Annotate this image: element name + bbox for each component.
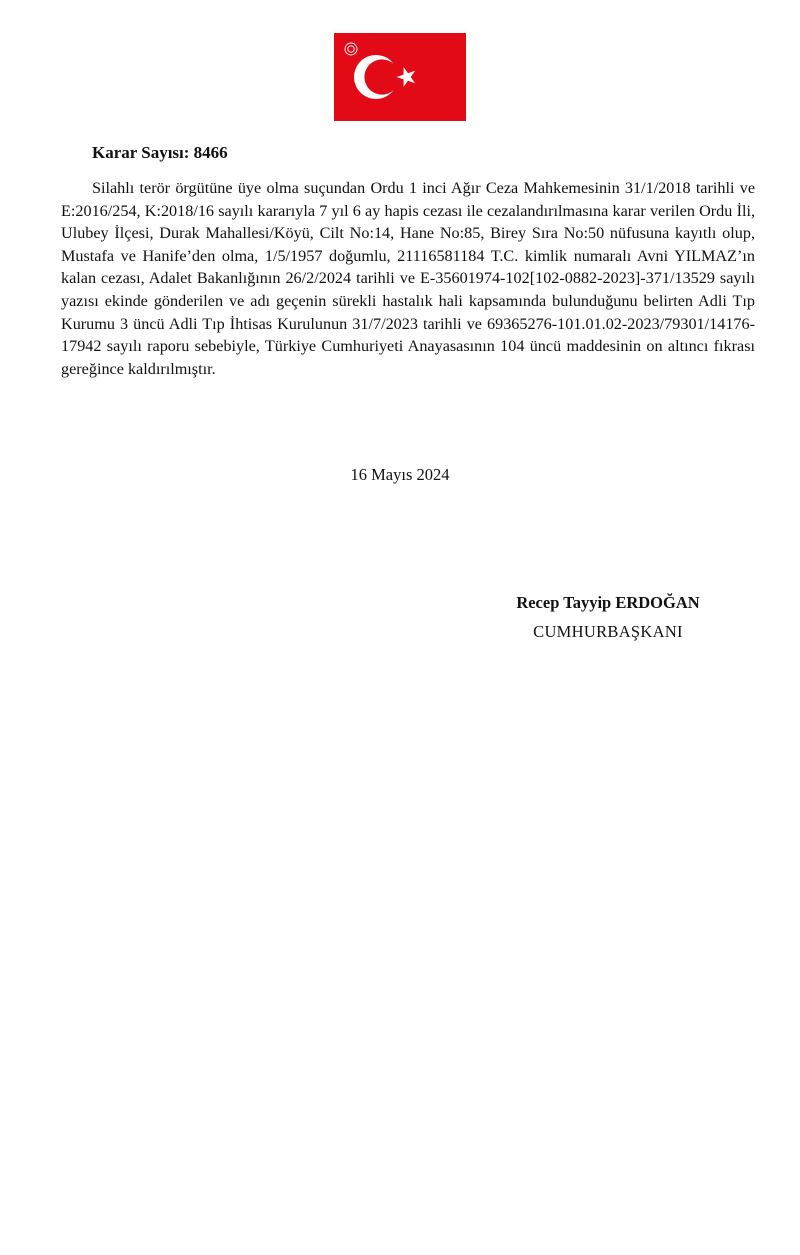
signer-title: CUMHURBAŞKANI (533, 622, 683, 641)
turkish-flag-icon (334, 33, 466, 121)
decision-body-text: Silahlı terör örgütüne üye olma suçundan Ordu 1 inci Ağır Ceza Mahkemesinin 31/1/2018 tarihli ve E:2016/254, K:2018/16 sayılı kararıyla 7 yıl 6 ay hapis cezası ile cezalandırılmasına karar verilen Ordu İli, Ulubey İlçesi, Durak Mahallesi/Köyü, Cilt No:14, Hane No:85, Birey Sıra No:50 nüfusuna kayıtlı olup, Mustafa ve Hanife’den olma, 1/5/1957 doğumlu, 21116581184 T.C. kimlik numaralı Avni YILMAZ’ın kalan cezası, Adalet Bakanlığının 26/2/2024 tarihli ve E-35601974-102[102-0882-2023]-371/13529 sayılı yazısı ekinde gönderilen ve adı geçenin sürekli hastalık hali kapsamında bulunduğunu belirten Adli Tıp Kurumu 3 üncü Adli Tıp İhtisas Kurulunun 31/7/2023 tarihli ve 69365276-101.01.02-2023/79301/14176-17942 sayılı raporu sebebiyle, Türkiye Cumhuriyeti Anayasasının 104 üncü maddesinin on altıncı fıkrası gereğince kaldırılmıştır. (61, 179, 755, 378)
crescent-inner (364, 59, 399, 94)
signature-block (470, 592, 746, 643)
decision-date: 16 Mayıs 2024 (350, 465, 450, 484)
signer-name: Recep Tayyip ERDOĞAN (516, 593, 700, 612)
decision-number-heading: Karar Sayısı: 8466 (92, 143, 228, 162)
